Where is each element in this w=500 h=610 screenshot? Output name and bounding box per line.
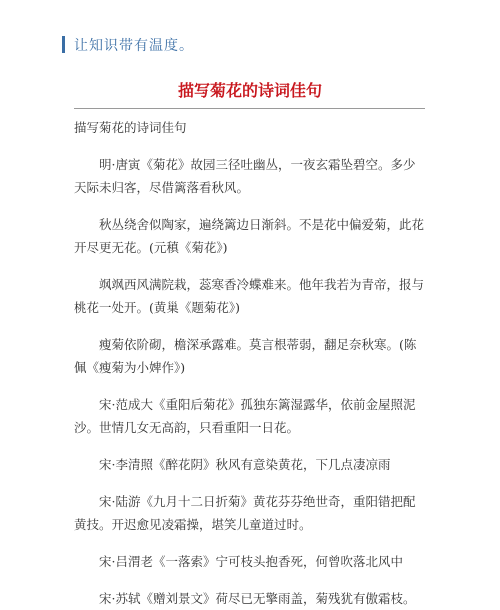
poem-paragraph: 飒飒西风满院栽，蕊寒香冷蝶难来。他年我若为青帝，报与桃花一处开。(黄巢《题菊花》) [74, 277, 425, 315]
poem-paragraph: 秋丛绕舍似陶家，遍绕篱边日渐斜。不是花中偏爱菊，此花开尽更无花。(元稹《菊花》) [74, 217, 425, 255]
tagline-accent-bar [62, 36, 65, 53]
title-divider [74, 108, 425, 109]
poem-paragraph: 宋·陆游《九月十二日折菊》黄花芬芬绝世奇，重阳错把配黄技。开迟愈见凌霜操，堪笑儿童道过时。 [74, 494, 416, 532]
poem-paragraph: 宋·苏轼《赠刘景文》荷尽已无擎雨盖，菊残犹有傲霜枝。 [99, 591, 416, 606]
poem-paragraph: 宋·吕渭老《一落索》宁可枝头抱香死，何曾吹落北风中 [99, 554, 403, 569]
site-tagline: 让知识带有温度。 [74, 38, 194, 54]
poem-paragraph: 宋·李清照《醉花阴》秋风有意染黄花，下几点凄凉雨 [99, 457, 391, 472]
article-subtitle: 描写菊花的诗词佳句 [74, 120, 187, 135]
article-title: 描写菊花的诗词佳句 [177, 81, 322, 100]
poem-paragraph: 明·唐寅《菊花》故园三径吐幽丛，一夜玄霜坠碧空。多少天际未归客，尽借篱落看秋风。 [74, 157, 416, 195]
poem-paragraph: 瘦菊依阶砌，檐深承露难。莫言根蒂弱，翻足奈秋寒。(陈佩《瘦菊为小婢作》) [74, 337, 417, 375]
poem-paragraph: 宋·范成大《重阳后菊花》孤独东篱湿露华，依前金屋照泥沙。世情几女无高韵，只看重阳一日花。 [74, 397, 416, 435]
article-body [74, 116, 425, 610]
